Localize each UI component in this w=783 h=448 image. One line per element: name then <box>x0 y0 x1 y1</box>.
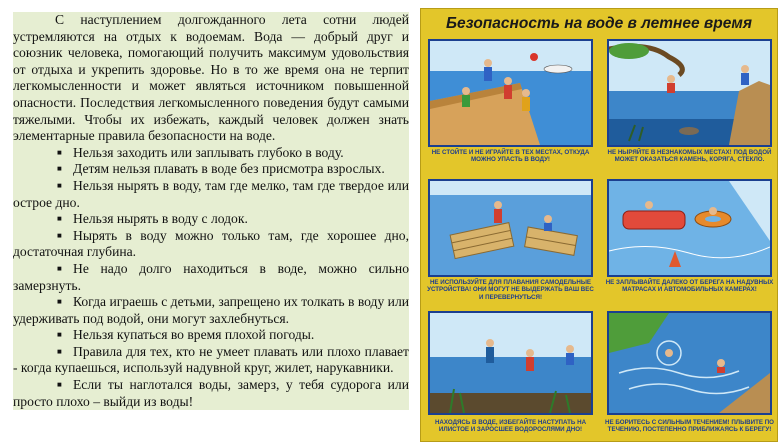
caption-muddy: НАХОДЯСЬ В ВОДЕ, ИЗБЕГАЙТЕ НАСТУПАТЬ НА ИЛИСТОЕ И ЗАРОСШЕЕ ВОДОРОСЛЯМИ ДНО! <box>434 419 587 434</box>
rule-item: ■ Детям нельзя плавать в воде без присмотра взрослых. <box>13 161 409 178</box>
caption-current: НЕ БОРИТЕСЬ С СИЛЬНЫМ ТЕЧЕНИЕМ! ПЛЫВИТЕ ПО ТЕЧЕНИЮ, ПОСТЕПЕННО ПРИБЛИЖАЯСЬ К БЕРЕГУ! <box>605 419 774 434</box>
bullet-icon: ■ <box>57 180 62 190</box>
bullet-icon: ■ <box>57 297 62 307</box>
illustration-inflatable-mattress <box>607 179 772 277</box>
bullet-icon: ■ <box>57 164 62 174</box>
bullet-icon: ■ <box>57 330 62 340</box>
bullet-icon: ■ <box>57 230 62 240</box>
text-column <box>13 12 409 442</box>
poster-title: Безопасность на воде в летнее время <box>446 15 752 32</box>
rule-item: ■ Нырять в воду можно только там, где хорошее дно, достаточная глубина. <box>13 227 409 260</box>
rules-list <box>13 145 409 411</box>
rule-item: ■ Когда играешь с детьми, запрещено их толкать в воду или удерживать под водой, они могут захлебнуться. <box>13 294 409 326</box>
illustration-strong-current <box>607 311 772 415</box>
caption-mattress: НЕ ЗАПЛЫВАЙТЕ ДАЛЕКО ОТ БЕРЕГА НА НАДУВНЫХ МАТРАСАХ И АВТОМОБИЛЬНЫХ КАМЕРАХ! <box>605 279 774 294</box>
bullet-icon: ■ <box>57 346 62 356</box>
rule-item: ■ Нельзя заходить или заплывать глубоко в воду. <box>13 145 409 162</box>
rule-item: ■ Нельзя купаться во время плохой погоды. <box>13 327 409 344</box>
illustration-homemade-raft <box>428 179 593 277</box>
water-safety-poster <box>420 8 778 442</box>
intro-paragraph: С наступлением долгожданного лета сотни людей устремляются на отдых к водоемам. Вода — добрый друг и союзник человека, помогающий получить максимум удовольствия от отдыха и укрепить здоровье. Но в то же время она не терпит легкомысленности и может являться источником повышенной опасности. Последствия легкомысленного поведения будут самыми тяжелыми. Чтобы их избежать, каждый человек должен знать элементарные правила безопасности на воде. <box>13 12 409 144</box>
caption-raft: НЕ ИСПОЛЬЗУЙТЕ ДЛЯ ПЛАВАНИЯ САМОДЕЛЬНЫЕ УСТРОЙСТВА! ОНИ МОГУТ НЕ ВЫДЕРЖАТЬ ВАШ ВЕС И ПЕРЕВЕРНУТЬСЯ! <box>427 279 594 301</box>
illustration-pier-kids <box>428 39 593 147</box>
bullet-icon: ■ <box>57 380 62 390</box>
caption-pier: НЕ СТОЙТЕ И НЕ ИГРАЙТЕ В ТЕХ МЕСТАХ, ОТКУДА МОЖНО УПАСТЬ В ВОДУ! <box>431 149 590 164</box>
rule-item: ■ Правила для тех, кто не умеет плавать или плохо плавает - когда купаешься, используй надувной круг, жилет, нарукавники. <box>13 343 409 376</box>
bullet-icon: ■ <box>57 147 62 157</box>
rule-item: ■ Не надо долго находиться в воде, можно сильно замерзнуть. <box>13 260 409 293</box>
bullet-icon: ■ <box>57 263 62 273</box>
rule-item: ■ Если ты наглотался воды, замерз, у тебя судорога или просто плохо – выйди из воды! <box>13 377 409 409</box>
caption-diving: НЕ НЫРЯЙТЕ В НЕЗНАКОМЫХ МЕСТАХ! ПОД ВОДОЙ МОЖЕТ ОКАЗАТЬСЯ КАМЕНЬ, КОРЯГА, СТЕКЛО. <box>607 149 772 164</box>
illustration-muddy-bottom <box>428 311 593 415</box>
bullet-icon: ■ <box>57 214 62 224</box>
illustration-tree-diving <box>607 39 772 147</box>
rule-item: ■ Нельзя нырять в воду, там где мелко, там где твердое или острое дно. <box>13 177 409 210</box>
rule-item: ■ Нельзя нырять в воду с лодок. <box>13 211 409 228</box>
